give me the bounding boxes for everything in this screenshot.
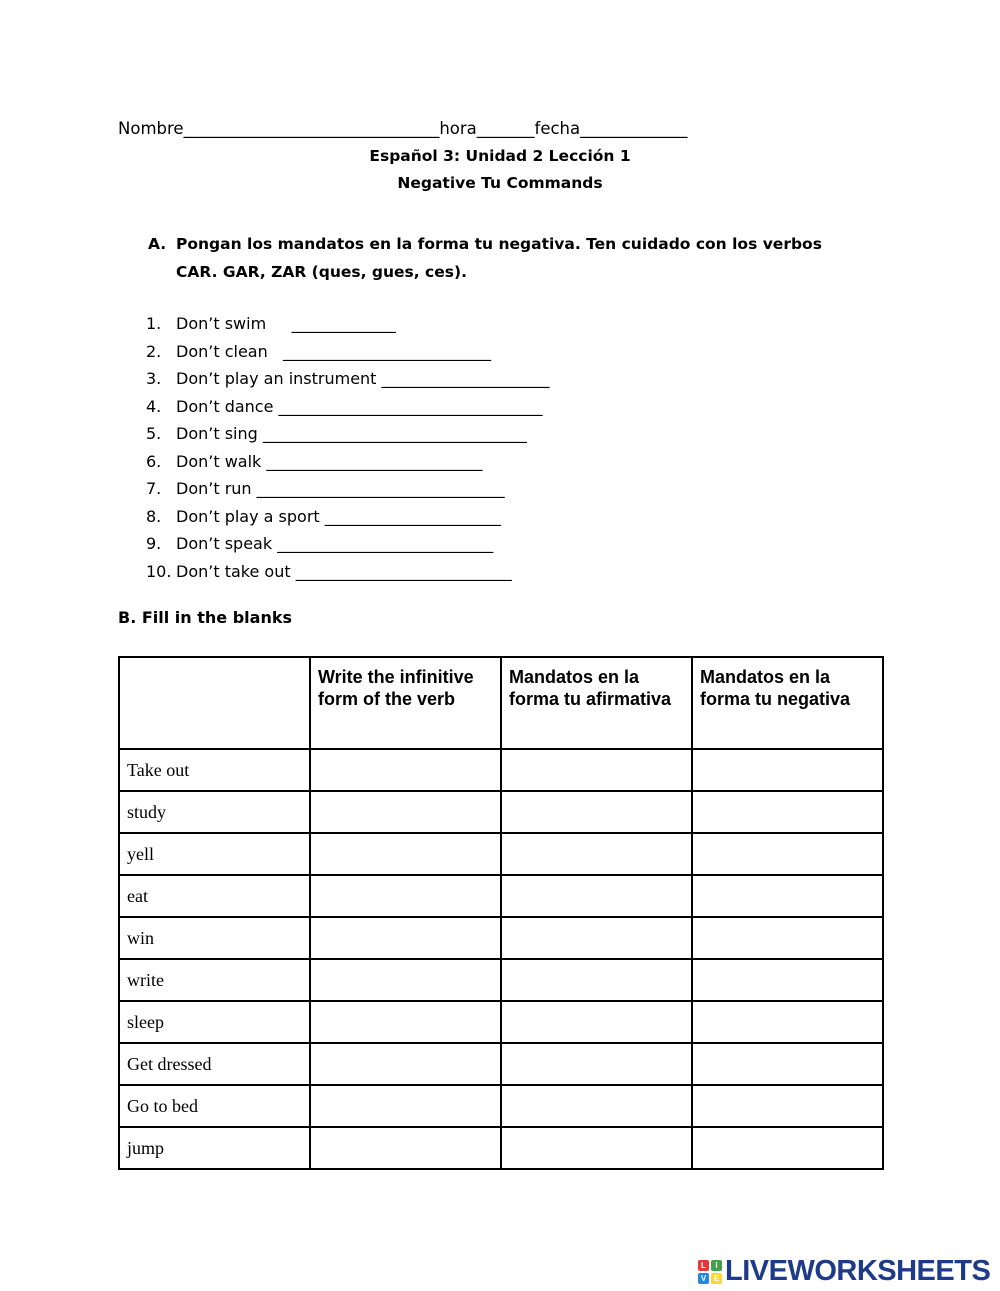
affirmative-answer-cell[interactable]: [501, 1085, 692, 1127]
verb-prompt-cell: jump: [119, 1127, 310, 1169]
affirmative-answer-cell[interactable]: [501, 1001, 692, 1043]
date-field[interactable]: _____________: [580, 119, 688, 138]
table-row: [119, 1085, 883, 1127]
negative-answer-cell[interactable]: [692, 875, 883, 917]
item-text-with-blank[interactable]: Don’t swim _____________: [176, 314, 396, 333]
item-number: 1.: [146, 314, 162, 333]
affirmative-answer-cell[interactable]: [501, 875, 692, 917]
table-row: [119, 791, 883, 833]
command-list: [146, 310, 550, 585]
infinitive-answer-cell[interactable]: [310, 1085, 501, 1127]
negative-answer-cell[interactable]: [692, 959, 883, 1001]
infinitive-answer-cell[interactable]: [310, 791, 501, 833]
item-text-with-blank[interactable]: Don’t dance _________________________________: [176, 396, 543, 416]
affirmative-answer-cell[interactable]: [501, 791, 692, 833]
item-number: 10.: [146, 561, 172, 581]
verb-prompt-cell: Get dressed: [119, 1043, 310, 1085]
verb-prompt-cell: Go to bed: [119, 1085, 310, 1127]
list-item: [146, 393, 550, 421]
verb-prompt-cell: yell: [119, 833, 310, 875]
affirmative-answer-cell[interactable]: [501, 917, 692, 959]
item-text-with-blank[interactable]: Don’t walk ___________________________: [176, 451, 483, 471]
infinitive-answer-cell[interactable]: [310, 1043, 501, 1085]
negative-answer-cell[interactable]: [692, 917, 883, 959]
table-row: [119, 917, 883, 959]
table-header-infinitive: Write the infinitive form of the verb: [310, 657, 501, 749]
infinitive-answer-cell[interactable]: [310, 917, 501, 959]
verb-prompt-cell: study: [119, 791, 310, 833]
item-text-with-blank[interactable]: Don’t play a sport ______________________: [176, 506, 501, 526]
infinitive-answer-cell[interactable]: [310, 1001, 501, 1043]
list-item: [146, 558, 550, 586]
affirmative-answer-cell[interactable]: [501, 1043, 692, 1085]
item-number: 3.: [146, 369, 162, 388]
list-item: [146, 448, 550, 476]
table-row: [119, 833, 883, 875]
item-number: 8.: [146, 506, 162, 526]
item-number: 6.: [146, 451, 162, 471]
list-item: [146, 503, 550, 531]
section-a-letter: A.: [148, 235, 167, 253]
table-row: [119, 959, 883, 1001]
affirmative-answer-cell[interactable]: [501, 959, 692, 1001]
list-item: [146, 420, 550, 448]
logo-block-v: V: [698, 1273, 709, 1284]
negative-answer-cell[interactable]: [692, 1043, 883, 1085]
section-b-title: B. Fill in the blanks: [118, 608, 292, 627]
table-row: [119, 1001, 883, 1043]
verb-prompt-cell: Take out: [119, 749, 310, 791]
item-text-with-blank[interactable]: Don’t sing _________________________________: [176, 424, 527, 443]
infinitive-answer-cell[interactable]: [310, 959, 501, 1001]
negative-answer-cell[interactable]: [692, 749, 883, 791]
table-header-affirmative: Mandatos en la forma tu afirmativa: [501, 657, 692, 749]
infinitive-answer-cell[interactable]: [310, 833, 501, 875]
verb-prompt-cell: eat: [119, 875, 310, 917]
infinitive-answer-cell[interactable]: [310, 875, 501, 917]
table-row: [119, 1043, 883, 1085]
logo-blocks-icon: [698, 1260, 722, 1284]
negative-answer-cell[interactable]: [692, 1001, 883, 1043]
negative-answer-cell[interactable]: [692, 1085, 883, 1127]
affirmative-answer-cell[interactable]: [501, 749, 692, 791]
logo-block-e: E: [711, 1273, 722, 1284]
affirmative-answer-cell[interactable]: [501, 1127, 692, 1169]
section-a-instructions: [148, 230, 868, 286]
name-label: Nombre: [118, 119, 184, 138]
item-number: 2.: [146, 341, 162, 361]
table-row: [119, 875, 883, 917]
date-label: fecha: [534, 119, 581, 138]
list-item: [146, 338, 550, 366]
list-item: [146, 310, 550, 338]
verb-prompt-cell: win: [119, 917, 310, 959]
verb-table: [118, 656, 884, 1170]
negative-answer-cell[interactable]: [692, 833, 883, 875]
negative-answer-cell[interactable]: [692, 1127, 883, 1169]
item-number: 5.: [146, 424, 162, 443]
liveworksheets-logo: [698, 1255, 990, 1288]
name-field[interactable]: _______________________________: [183, 119, 440, 138]
table-row: [119, 1127, 883, 1169]
hour-label: hora: [439, 119, 477, 138]
verb-prompt-cell: sleep: [119, 1001, 310, 1043]
list-item: [146, 365, 550, 393]
affirmative-answer-cell[interactable]: [501, 833, 692, 875]
item-number: 9.: [146, 534, 162, 553]
list-item: [146, 475, 550, 503]
table-header-row: [119, 657, 883, 749]
student-info-line: [118, 119, 687, 138]
table-header-blank: [119, 657, 310, 749]
section-a-text: Pongan los mandatos en la forma tu negativa. Ten cuidado con los verbos CAR. GAR, ZAR (ques, gues, ces).: [176, 235, 822, 281]
course-title: Español 3: Unidad 2 Lección 1: [369, 147, 631, 165]
verb-prompt-cell: write: [119, 959, 310, 1001]
logo-wordmark: LIVEWORKSHEETS: [725, 1255, 991, 1287]
topic-title: Negative Tu Commands: [397, 174, 603, 192]
table-header-negative: Mandatos en la forma tu negativa: [692, 657, 883, 749]
list-item: [146, 530, 550, 558]
item-text-with-blank[interactable]: Don’t run _______________________________: [176, 479, 505, 498]
logo-block-i: I: [711, 1260, 722, 1271]
item-number: 4.: [146, 396, 162, 416]
item-text-with-blank[interactable]: Don’t take out ___________________________: [176, 561, 512, 581]
item-number: 7.: [146, 479, 162, 498]
item-text-with-blank[interactable]: Don’t play an instrument _____________________: [176, 369, 550, 388]
table-row: [119, 749, 883, 791]
item-text-with-blank[interactable]: Don’t speak ___________________________: [176, 534, 494, 553]
infinitive-answer-cell[interactable]: [310, 749, 501, 791]
hour-field[interactable]: _______: [476, 119, 535, 138]
infinitive-answer-cell[interactable]: [310, 1127, 501, 1169]
logo-block-l: L: [698, 1260, 709, 1271]
item-text-with-blank[interactable]: Don’t clean __________________________: [176, 341, 491, 361]
negative-answer-cell[interactable]: [692, 791, 883, 833]
